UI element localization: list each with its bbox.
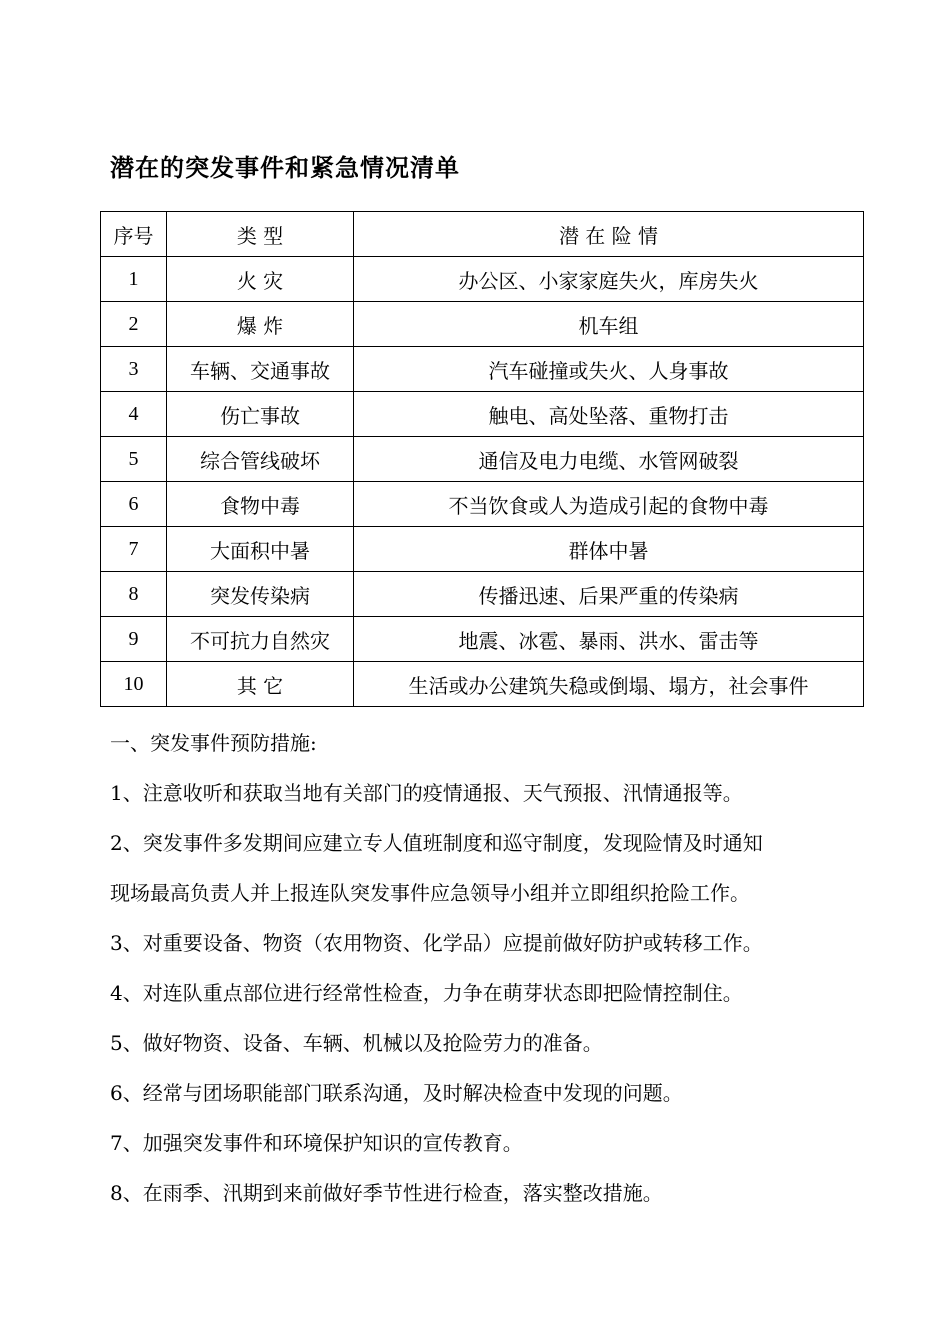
- measure-line: 8、在雨季、汛期到来前做好季节性进行检查，落实整改措施。: [110, 1181, 663, 1205]
- row-number: 4: [101, 392, 167, 437]
- row-risk: 办公区、小家家庭失火，库房失火: [354, 257, 864, 302]
- row-risk: 触电、高处坠落、重物打击: [354, 392, 864, 437]
- table-row: [101, 617, 864, 662]
- header-serial-number: 序号: [101, 212, 167, 257]
- table-row: [101, 302, 864, 347]
- table-row: [101, 392, 864, 437]
- row-number: 10: [101, 662, 167, 707]
- table-row: [101, 257, 864, 302]
- row-type: 突发传染病: [167, 572, 354, 617]
- table-row: [101, 482, 864, 527]
- table-row: [101, 527, 864, 572]
- table-row: [101, 437, 864, 482]
- row-number: 9: [101, 617, 167, 662]
- row-type: 综合管线破坏: [167, 437, 354, 482]
- row-risk: 机车组: [354, 302, 864, 347]
- row-type: 不可抗力自然灾: [167, 617, 354, 662]
- row-number: 7: [101, 527, 167, 572]
- row-number: 1: [101, 257, 167, 302]
- row-risk: 生活或办公建筑失稳或倒塌、塌方，社会事件: [354, 662, 864, 707]
- measure-line: 2、突发事件多发期间应建立专人值班制度和巡守制度，发现险情及时通知: [110, 831, 763, 855]
- prevention-measures-section: [110, 718, 855, 1218]
- header-potential-risk: 潜 在 险 情: [354, 212, 864, 257]
- header-type: 类 型: [167, 212, 354, 257]
- row-risk: 传播迅速、后果严重的传染病: [354, 572, 864, 617]
- document-title: 潜在的突发事件和紧急情况清单: [110, 153, 460, 182]
- table-row: [101, 662, 864, 707]
- row-type: 其 它: [167, 662, 354, 707]
- row-type: 食物中毒: [167, 482, 354, 527]
- measure-line: 3、对重要设备、物资（农用物资、化学品）应提前做好防护或转移工作。: [110, 931, 763, 955]
- measure-line: 7、加强突发事件和环境保护知识的宣传教育。: [110, 1131, 523, 1155]
- measure-line: 4、对连队重点部位进行经常性检查，力争在萌芽状态即把险情控制住。: [110, 981, 743, 1005]
- row-number: 8: [101, 572, 167, 617]
- row-number: 6: [101, 482, 167, 527]
- row-risk: 不当饮食或人为造成引起的食物中毒: [354, 482, 864, 527]
- measures-heading: 一、突发事件预防措施:: [110, 731, 317, 755]
- row-number: 2: [101, 302, 167, 347]
- row-type: 大面积中暑: [167, 527, 354, 572]
- row-number: 3: [101, 347, 167, 392]
- row-type: 伤亡事故: [167, 392, 354, 437]
- table-row: [101, 572, 864, 617]
- row-type: 爆 炸: [167, 302, 354, 347]
- measure-line: 5、做好物资、设备、车辆、机械以及抢险劳力的准备。: [110, 1031, 603, 1055]
- table-header-row: [101, 212, 864, 257]
- row-risk: 汽车碰撞或失火、人身事故: [354, 347, 864, 392]
- row-risk: 通信及电力电缆、水管网破裂: [354, 437, 864, 482]
- row-type: 火 灾: [167, 257, 354, 302]
- row-number: 5: [101, 437, 167, 482]
- row-risk: 地震、冰雹、暴雨、洪水、雷击等: [354, 617, 864, 662]
- emergency-risk-table: [100, 211, 864, 707]
- measure-line: 6、经常与团场职能部门联系沟通，及时解决检查中发现的问题。: [110, 1081, 683, 1105]
- row-type: 车辆、交通事故: [167, 347, 354, 392]
- measure-line: 1、注意收听和获取当地有关部门的疫情通报、天气预报、汛情通报等。: [110, 781, 743, 805]
- row-risk: 群体中暑: [354, 527, 864, 572]
- table-row: [101, 347, 864, 392]
- measure-line: 现场最高负责人并上报连队突发事件应急领导小组并立即组织抢险工作。: [110, 881, 750, 905]
